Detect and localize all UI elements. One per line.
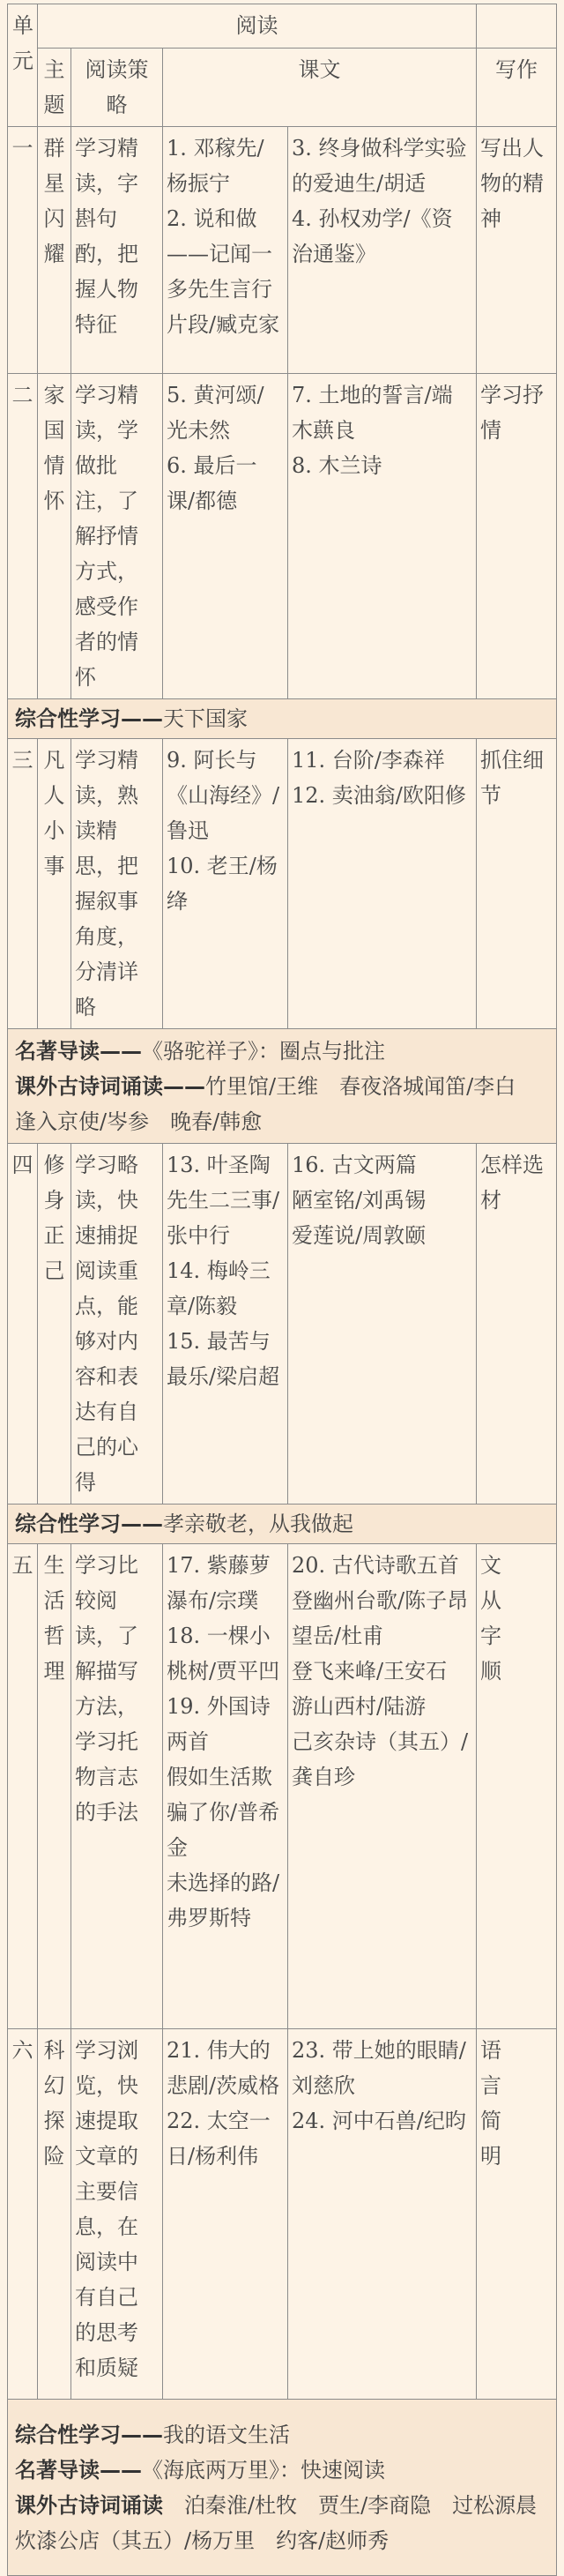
header-row-2 <box>8 49 557 127</box>
unit-number: 四 <box>8 1144 38 1505</box>
info-band <box>8 1505 557 1544</box>
lesson-item: 陋室铭/刘禹锡 <box>292 1188 427 1213</box>
lessons-col-b <box>288 739 477 1029</box>
band-line <box>15 1506 549 1542</box>
writing-task: 怎样选材 <box>477 1144 557 1505</box>
lesson-item: 己亥杂诗（其五）/龚自珍 <box>292 1729 469 1789</box>
unit-row <box>8 374 557 699</box>
lesson-item: 11. 台阶/李森祥 <box>292 748 445 773</box>
unit-row <box>8 2029 557 2400</box>
theme-header: 主题 <box>38 49 71 127</box>
band-label: 综合性学习—— <box>15 1512 163 1536</box>
unit-theme: 修身正己 <box>38 1144 71 1505</box>
lesson-item: 16. 古文两篇 <box>292 1153 417 1177</box>
band-line <box>15 2453 549 2488</box>
lessons-col-b <box>288 2029 477 2400</box>
lessons-col-a <box>163 739 288 1029</box>
reading-strategy: 学习略读，快速捕捉阅读重点，能够对内容和表达有自己的心得 <box>71 1144 163 1505</box>
curriculum-table <box>7 4 557 2576</box>
band-text: 孝亲敬老，从我做起 <box>163 1512 353 1536</box>
unit-number: 一 <box>8 127 38 374</box>
writing-task: 文从字顺 <box>477 1544 557 2029</box>
lesson-item: 9. 阿长与《山海经》/鲁迅 <box>167 748 280 843</box>
header-row-1 <box>8 4 557 49</box>
writing-task: 学习抒情 <box>477 374 557 699</box>
lesson-item: 1. 邓稼先/杨振宁 <box>167 136 264 196</box>
lesson-item: 登幽州台歌/陈子昂 <box>292 1588 469 1613</box>
lesson-item: 14. 梅岭三章/陈毅 <box>167 1258 271 1318</box>
band-line <box>15 2488 549 2558</box>
reading-strategy: 学习浏览，快速提取文章的主要信息，在阅读中有自己的思考和质疑 <box>71 2029 163 2400</box>
writing-header-top <box>477 4 557 49</box>
band-text: 天下国家 <box>163 706 248 731</box>
reading-header: 阅读 <box>38 4 477 49</box>
lesson-item: 爱莲说/周敦颐 <box>292 1223 427 1248</box>
band-text: 《海底两万里》：快速阅读 <box>142 2457 385 2483</box>
lessons-col-b <box>288 1144 477 1505</box>
unit-number: 二 <box>8 374 38 699</box>
unit-row <box>8 127 557 374</box>
lesson-item: 17. 紫藤萝瀑布/宗璞 <box>167 1553 271 1613</box>
band-label: 课外古诗词诵读—— <box>15 1073 205 1099</box>
lessons-col-a <box>163 1144 288 1505</box>
band-label: 综合性学习—— <box>15 706 163 731</box>
strategy-header: 阅读策略 <box>71 49 163 127</box>
lesson-item: 23. 带上她的眼睛/刘慈欣 <box>292 2038 466 2098</box>
lesson-item: 登飞来峰/王安石 <box>292 1659 448 1684</box>
info-band <box>8 699 557 739</box>
band-label: 综合性学习—— <box>15 2422 163 2447</box>
unit-row <box>8 1144 557 1505</box>
lesson-item: 20. 古代诗歌五首 <box>292 1553 459 1578</box>
reading-strategy: 学习精读，字斟句酌，把握人物特征 <box>71 127 163 374</box>
lesson-item: 假如生活欺骗了你/普希金 <box>167 1765 280 1860</box>
band-text: 竹里馆/王维 春夜洛城闻笛/李白 逢入京使/岑参 晚春/韩愈 <box>15 1073 538 1134</box>
lesson-item: 24. 河中石兽/纪昀 <box>292 2109 466 2133</box>
lessons-col-a <box>163 2029 288 2400</box>
unit-theme: 生活哲理 <box>38 1544 71 2029</box>
band-text: 我的语文生活 <box>163 2422 290 2447</box>
lesson-item: 19. 外国诗两首 <box>167 1694 271 1754</box>
lessons-col-a <box>163 374 288 699</box>
lesson-item: 望岳/杜甫 <box>292 1624 384 1648</box>
unit-number: 三 <box>8 739 38 1029</box>
lessons-col-b <box>288 374 477 699</box>
lesson-item: 未选择的路/弗罗斯特 <box>167 1870 280 1930</box>
writing-task: 写出人物的精神 <box>477 127 557 374</box>
band-label: 名著导读—— <box>15 1038 142 1064</box>
info-band <box>8 1029 557 1144</box>
reading-strategy: 学习精读，熟读精思，把握叙事角度，分清详略 <box>71 739 163 1029</box>
band-label: 名著导读—— <box>15 2457 142 2483</box>
lessons-col-a <box>163 127 288 374</box>
lesson-item: 8. 木兰诗 <box>292 453 382 478</box>
unit-row <box>8 1544 557 2029</box>
unit-theme: 群星闪耀 <box>38 127 71 374</box>
band-line <box>15 1069 549 1139</box>
band-line <box>15 2417 549 2453</box>
lesson-item: 21. 伟大的悲剧/茨威格 <box>167 2038 280 2098</box>
unit-theme: 家国情怀 <box>38 374 71 699</box>
reading-strategy: 学习比较阅读，了解描写方法，学习托物言志的手法 <box>71 1544 163 2029</box>
unit-row <box>8 739 557 1029</box>
unit-number: 五 <box>8 1544 38 2029</box>
writing-header: 写作 <box>477 49 557 127</box>
lessons-col-b <box>288 1544 477 2029</box>
lesson-item: 3. 终身做科学实验的爱迪生/胡适 <box>292 136 467 196</box>
lesson-item: 6. 最后一课/都德 <box>167 453 257 513</box>
unit-theme: 科幻探险 <box>38 2029 71 2400</box>
unit-header: 单元 <box>8 4 38 127</box>
unit-theme: 凡人小事 <box>38 739 71 1029</box>
band-text: 泊秦淮/杜牧 贾生/李商隐 过松源晨炊漆公店（其五）/杨万里 约客/赵师秀 <box>15 2492 538 2553</box>
lesson-item: 4. 孙权劝学/《资治通鉴》 <box>292 206 453 266</box>
band-label: 课外古诗词诵读 <box>15 2492 163 2518</box>
lesson-item: 10. 老王/杨绛 <box>167 854 278 914</box>
reading-strategy: 学习精读，学做批注，了解抒情方式，感受作者的情怀 <box>71 374 163 699</box>
lesson-item: 12. 卖油翁/欧阳修 <box>292 783 466 808</box>
info-band <box>8 2400 557 2576</box>
lesson-item: 22. 太空一日/杨利伟 <box>167 2109 271 2169</box>
unit-number: 六 <box>8 2029 38 2400</box>
lessons-col-b <box>288 127 477 374</box>
writing-task: 语言简明 <box>477 2029 557 2400</box>
lesson-item: 2. 说和做——记闻一多先生言行片段/臧克家 <box>167 206 280 337</box>
writing-task: 抓住细节 <box>477 739 557 1029</box>
band-line <box>15 701 549 736</box>
lesson-item: 13. 叶圣陶先生二三事/张中行 <box>167 1153 280 1248</box>
band-text: 《骆驼祥子》：圈点与批注 <box>142 1038 385 1064</box>
lesson-item: 5. 黄河颂/光未然 <box>167 383 264 443</box>
lessons-header: 课文 <box>163 49 477 127</box>
lessons-col-a <box>163 1544 288 2029</box>
lesson-item: 15. 最苦与最乐/梁启超 <box>167 1329 280 1389</box>
lesson-item: 18. 一棵小桃树/贾平凹 <box>167 1624 280 1684</box>
band-line <box>15 1034 549 1069</box>
lesson-item: 游山西村/陆游 <box>292 1694 427 1719</box>
lesson-item: 7. 土地的誓言/端木蕻良 <box>292 383 453 443</box>
